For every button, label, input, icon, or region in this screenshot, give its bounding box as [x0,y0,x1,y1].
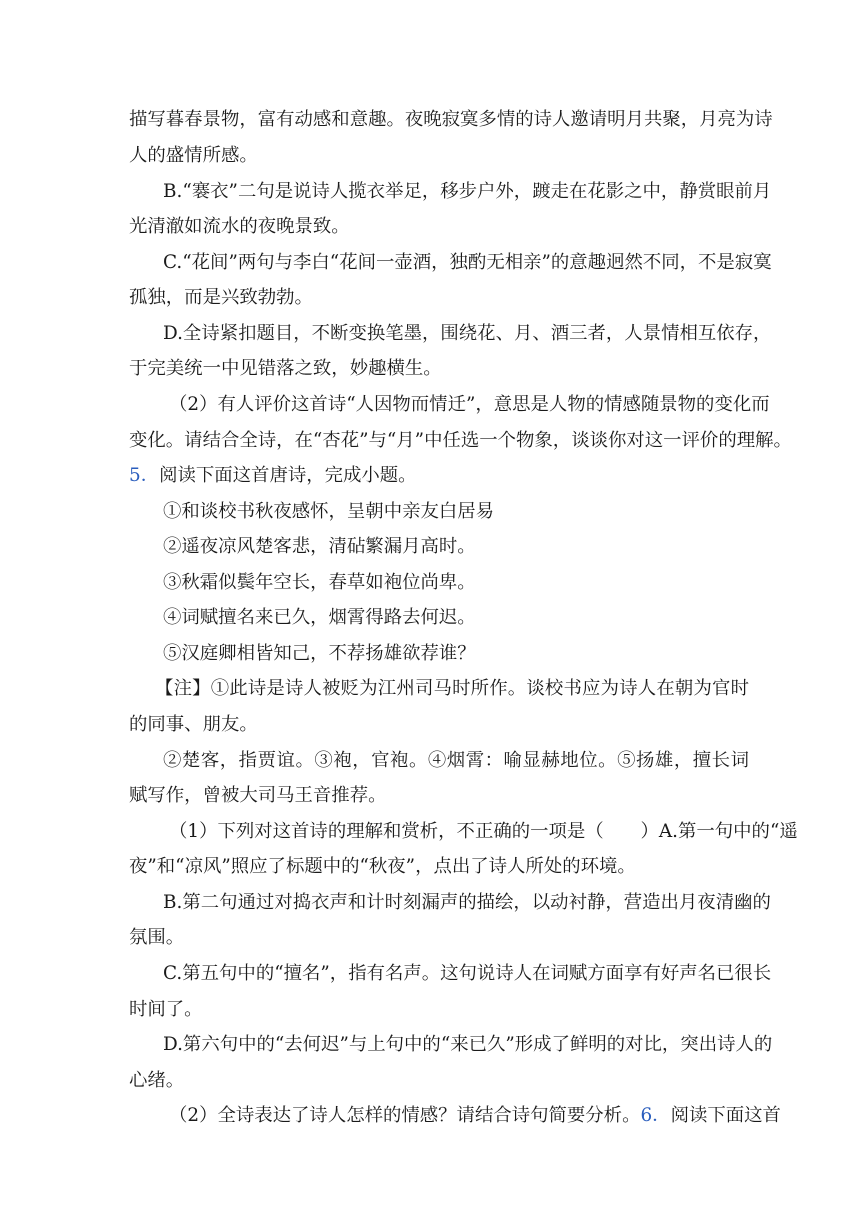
text-line: 夜”和“凉风”照应了标题中的“秋夜”，点出了诗人所处的环境。 [129,856,636,877]
sub-question-2: （2）有人评价这首诗“人因物而情迁”，意思是人物的情感随景物的变化而 [169,394,770,415]
question-number: 5． [129,465,160,486]
text-line: 描写暮春景物，富有动感和意趣。夜晚寂寞多情的诗人邀请明月共聚，月亮为诗 [129,109,773,130]
option-c-line: C.“花间”两句与李白“花间一壶酒，独酌无相亲”的意趣迥然不同，不是寂寞 [163,252,772,273]
text-line: 孤独，而是兴致勃勃。 [129,287,313,308]
option-c-line: C.第五句中的“擅名”，指有名声。这句说诗人在词赋方面享有好声名已很长 [163,963,772,984]
sub-question-1: （1）下列对这首诗的理解和赏析，不正确的一项是（ ）A.第一句中的“遥 [169,821,798,842]
note-line: 【注】①此诗是诗人被贬为江州司马时所作。谈校书应为诗人在朝为官时 [155,678,749,699]
text-line: 赋写作，曾被大司马王音推荐。 [129,785,387,806]
option-b-line: B.第二句通过对捣衣声和计时刻漏声的描绘，以动衬静，营造出月夜清幽的 [163,892,771,913]
option-b-line: B.“褰衣”二句是说诗人揽衣举足，移步户外，踱走在花影之中，静赏眼前月 [163,181,772,202]
poem-line: ②遥夜凉风楚客悲，清砧繁漏月高时。 [163,536,476,557]
sub-question-text: （2）全诗表达了诗人怎样的情感？请结合诗句简要分析。 [169,1105,641,1126]
poem-line: ⑤汉庭卿相皆知己，不荐扬雄欲荐谁？ [163,643,476,664]
text-line: 光清澈如流水的夜晚景致。 [129,216,350,237]
text-line: 时间了。 [129,999,203,1020]
option-d-line: D.第六句中的“去何迟”与上句中的“来已久”形成了鲜明的对比，突出诗人的 [163,1034,773,1055]
option-d-line: D.全诗紧扣题目，不断变换笔墨，围绕花、月、酒三者，人景情相互依存， [163,323,772,344]
poem-line: ④词赋擅名来已久，烟霄得路去何迟。 [163,607,476,628]
question-prompt: 阅读下面这首 [670,1105,781,1126]
sub-question-2 [129,1104,781,1130]
question-prompt: 阅读下面这首唐诗，完成小题。 [159,465,417,486]
text-line: 的同事、朋友。 [129,714,258,735]
text-line: 人的盛情所感。 [129,145,258,166]
text-line: 氛围。 [129,927,185,948]
note-line: ②楚客，指贾谊。③袍，官袍。④烟霄：喻显赫地位。⑤扬雄，擅长词 [163,750,749,771]
text-line: 变化。请结合全诗，在“杏花”与“月”中任选一个物象，谈谈你对这一评价的理解。 [129,430,792,451]
text-line: 心绪。 [129,1070,185,1091]
question-number: 6． [640,1105,671,1126]
text-line: 于完美统一中见错落之致，妙趣横生。 [129,358,442,379]
poem-line: ③秋霜似鬓年空长，春草如袍位尚卑。 [163,572,476,593]
poem-title: ①和谈校书秋夜感怀，呈朝中亲友白居易 [163,501,495,522]
question-5-heading [129,464,749,490]
